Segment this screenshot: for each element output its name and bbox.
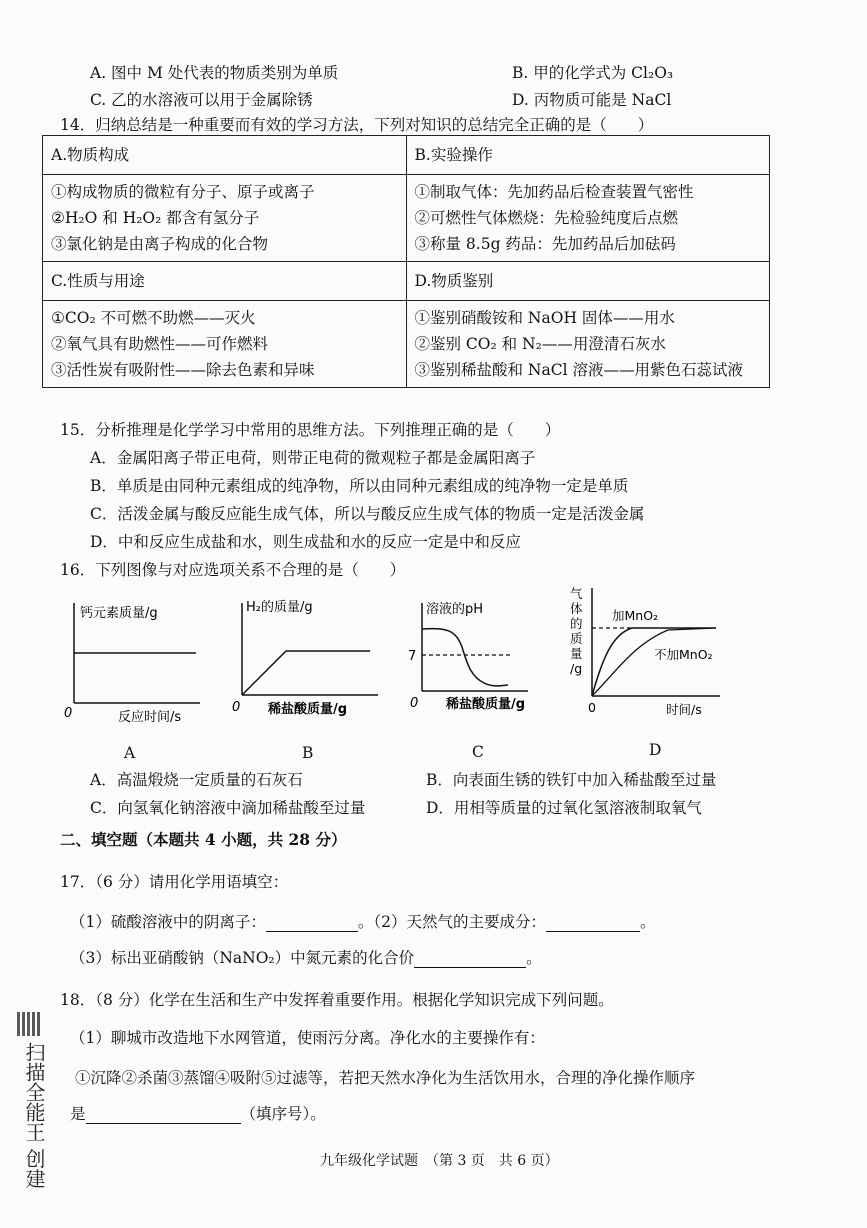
q17-stem: 17．（6 分）请用化学用语填空： [60, 873, 289, 891]
answer-blank-3[interactable] [414, 949, 526, 968]
q17-line1-end: 。 [640, 913, 656, 931]
page-footer: 九年级化学试题 （第 3 页 共 6 页） [320, 1153, 559, 1169]
q14-stem: 14．归纳总结是一种重要而有效的学习方法，下列对知识的总结完全正确的是（ ） [60, 116, 654, 134]
item: ②氧气具有助燃性——可作燃料 [51, 335, 269, 353]
item: ③活性炭有吸附性——除去色素和异味 [51, 361, 315, 379]
curve [422, 629, 508, 686]
q16-option-c: C．向氢氧化钠溶液中滴加稀盐酸至过量 [90, 799, 366, 817]
q17-part3-label: （3）标出亚硝酸钠（NaNO₂）中氮元素的化合价 [70, 949, 415, 967]
table-head-a: A.物质构成 [43, 136, 407, 175]
item: ③氯化钠是由离子构成的化合物 [51, 235, 269, 253]
graph-letter-d: D [649, 741, 662, 759]
q13-option-c: C. 乙的水溶液可以用于金属除锈 [90, 91, 313, 109]
item: ①构成物质的微粒有分子、原子或离子 [51, 183, 315, 201]
tick-7: 7 [408, 649, 417, 664]
q18-stem: 18．（8 分）化学在生活和生产中发挥着重要作用。根据化学知识完成下列问题。 [60, 991, 614, 1009]
label-without-mno2: 不加MnO₂ [654, 647, 713, 662]
table-cell-d [406, 301, 770, 388]
q17-line3 [70, 946, 542, 968]
answer-blank-1[interactable] [266, 913, 358, 932]
graph-letter-c: C [472, 743, 484, 761]
graph-letter-a: A [124, 744, 136, 762]
q13-option-d: D. 丙物质可能是 NaCl [512, 91, 672, 109]
q15-option-d: D．中和反应生成盐和水，则生成盐和水的反应一定是中和反应 [90, 533, 521, 551]
item: ③鉴别稀盐酸和 NaCl 溶液——用紫色石蕊试液 [414, 361, 743, 379]
curve-without-mno2 [592, 628, 716, 696]
scanner-watermark: 扫描全能王 创建 [22, 1042, 46, 1189]
section-heading: 二、填空题（本题共 4 小题，共 28 分） [60, 830, 347, 849]
q15-option-c: C．活泼金属与酸反应能生成气体，所以与酸反应生成气体的物质一定是活泼金属 [90, 505, 645, 523]
y-label: H₂的质量/g [246, 600, 313, 615]
q13-option-a: A. 图中 M 处代表的物质类别为单质 [90, 64, 339, 82]
q15-option-a: A．金属阳离子带正电荷，则带正电荷的微观粒子都是金属阳离子 [90, 449, 536, 467]
y-label-1: 气 [570, 586, 583, 601]
graph-a [60, 595, 210, 725]
q18-part1-body: ①沉降②杀菌③蒸馏④吸附⑤过滤等，若把天然水净化为生活饮用水，合理的净化操作顺序 [75, 1069, 696, 1087]
q17-part1-label: （1）硫酸溶液中的阴离子： [70, 913, 266, 931]
item: ①鉴别硝酸铵和 NaOH 固体——用水 [414, 309, 675, 327]
origin-label: 0 [410, 696, 419, 711]
y-label-6: /g [570, 661, 583, 676]
q18-part1: （1）聊城市改造地下水网管道，使雨污分离。净化水的主要操作有： [70, 1029, 545, 1047]
table-cell-a [43, 175, 407, 262]
y-label: 溶液的pH [426, 602, 484, 617]
curve-with-mno2 [592, 628, 716, 696]
item: ②鉴别 CO₂ 和 N₂——用澄清石灰水 [414, 335, 666, 353]
x-label: 时间/s [666, 702, 702, 717]
origin-label: 0 [64, 706, 73, 721]
table-head-d: D.物质鉴别 [406, 262, 770, 301]
curve [242, 651, 370, 695]
origin-label: 0 [232, 700, 241, 715]
y-label-4: 质 [570, 631, 583, 646]
y-label-5: 量 [570, 646, 583, 661]
x-label: 稀盐酸质量/g [268, 702, 348, 717]
x-label: 稀盐酸质量/g [446, 697, 526, 712]
q15-option-b: B．单质是由同种元素组成的纯净物，所以由同种元素组成的纯净物一定是单质 [90, 477, 629, 495]
label-with-mno2: 加MnO₂ [612, 608, 659, 623]
table-head-c: C.性质与用途 [43, 262, 407, 301]
graph-d [566, 580, 726, 720]
q18-answer-prefix: 是 [70, 1105, 86, 1123]
qr-logo [17, 1012, 41, 1036]
y-label-2: 体 [570, 601, 583, 616]
item: ①CO₂ 不可燃不助燃——灭火 [51, 309, 256, 327]
q16-stem: 16．下列图像与对应选项关系不合理的是（ ） [60, 561, 406, 579]
q18-answer-suffix: （填序号）。 [240, 1105, 326, 1123]
origin-label: 0 [588, 700, 596, 715]
q17-line1 [70, 910, 656, 932]
answer-blank-4[interactable] [86, 1105, 241, 1124]
q18-answer-line [70, 1102, 326, 1124]
item: ①制取气体：先加药品后检查装置气密性 [414, 183, 694, 201]
item: ③称量 8.5g 药品：先加药品后加砝码 [414, 235, 676, 253]
table-cell-c [43, 301, 407, 388]
q16-option-a: A．高温煅烧一定质量的石灰石 [90, 771, 303, 789]
y-label-3: 的 [570, 616, 583, 631]
q17-part2-label: 。（2）天然气的主要成分： [357, 913, 546, 931]
q17-line3-end: 。 [526, 949, 542, 967]
y-label: 钙元素质量/g [80, 606, 158, 621]
q15-stem: 15．分析推理是化学学习中常用的思维方法。下列推理正确的是（ ） [60, 421, 561, 439]
graph-letter-b: B [302, 744, 314, 762]
item: ②可燃性气体燃烧：先检验纯度后点燃 [414, 209, 679, 227]
item: ②H₂O 和 H₂O₂ 都含有氢分子 [51, 209, 260, 227]
graph-c [400, 595, 540, 725]
table-cell-b [406, 175, 770, 262]
graph-b [228, 595, 388, 725]
answer-blank-2[interactable] [546, 913, 640, 932]
q13-option-b: B. 甲的化学式为 Cl₂O₃ [512, 64, 674, 82]
q14-summary-table [42, 135, 770, 388]
q16-option-b: B．向表面生锈的铁钉中加入稀盐酸至过量 [426, 771, 717, 789]
table-head-b: B.实验操作 [406, 136, 770, 175]
q16-option-d: D．用相等质量的过氧化氢溶液制取氧气 [426, 799, 702, 817]
x-label: 反应时间/s [118, 710, 182, 725]
